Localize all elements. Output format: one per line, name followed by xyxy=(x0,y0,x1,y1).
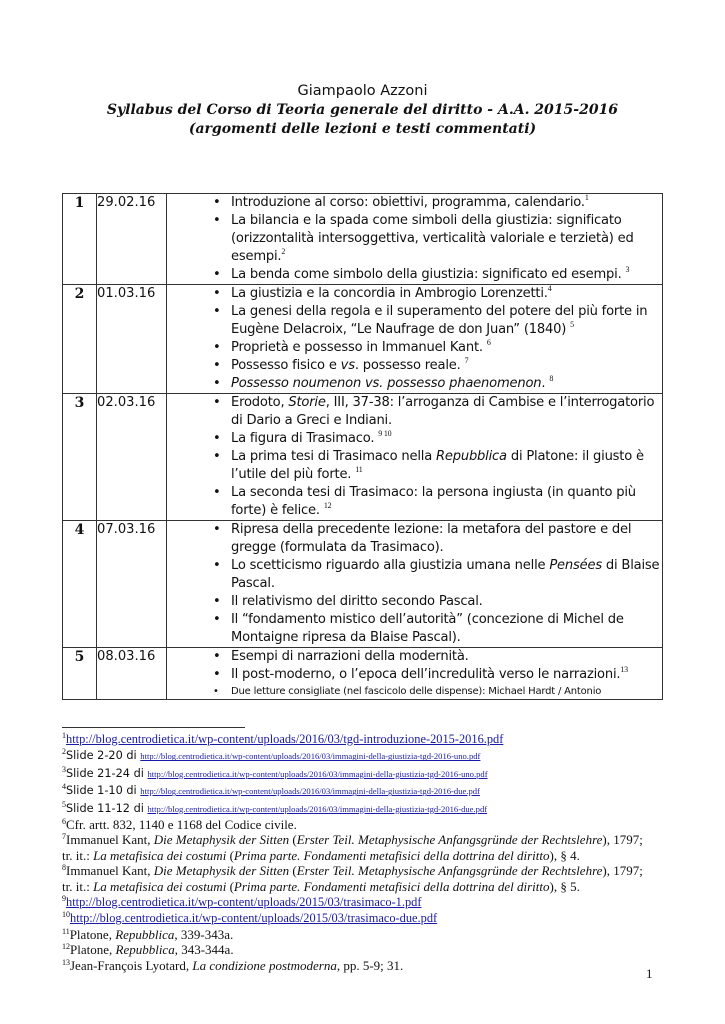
topic-text: La figura di Trasimaco. xyxy=(231,431,379,446)
topic-item xyxy=(167,212,662,266)
topic-item xyxy=(167,484,662,520)
lesson-number: 2 xyxy=(63,285,97,394)
footnote-reference: 7 xyxy=(464,356,469,365)
page-number: 1 xyxy=(646,966,653,981)
lesson-row xyxy=(63,521,663,648)
topic-item xyxy=(167,339,662,357)
topic-text: La giustizia e la concordia in Ambrogio Lorenzetti. xyxy=(231,286,548,301)
footnote-link[interactable]: http://blog.centrodietica.it/wp-content/uploads/2016/03/immagini-della-giustizia-tgd-2016-due.pdf xyxy=(140,786,480,797)
footnote-4: $^4$Slide 1-10 di http://blog.centrodietica.it/wp-content/uploads/2016/03/immagini-della-giustizia-tgd-2016-due.pdf xyxy=(62,782,480,798)
footnote-reference: 8 xyxy=(549,374,554,383)
topic-list xyxy=(167,648,662,699)
topic-item xyxy=(167,521,662,557)
lesson-date: 29.02.16 xyxy=(97,194,167,285)
topic-emphasis: Pensées xyxy=(549,558,602,573)
footnote-reference: 5 xyxy=(570,320,574,329)
topic-item xyxy=(167,375,662,393)
footnote-reference: 6 xyxy=(486,338,491,347)
lesson-topics xyxy=(167,648,663,700)
footnote-7-line-2: tr. it.: La metafisica dei costumi (Prima parte. Fondamenti metafisici della dottrina del diritto), § 4. xyxy=(62,847,580,863)
topic-text: La bilancia e la spada come simboli della giustizia: significato (orizzontalità intersoggettiva, verticalità valoriale e terzietà) ed esempi. xyxy=(231,213,634,264)
topic-text: . possesso reale. xyxy=(354,358,465,373)
topic-item xyxy=(167,648,662,666)
topic-text: Il post-moderno, o l’epoca dell’incredulità verso le narrazioni. xyxy=(231,667,621,682)
syllabus-table-body xyxy=(63,194,663,700)
topic-text: , III, 37-38: l’arroganza di Cambise e l’interrogatorio di Dario a Greci e Indiani. xyxy=(231,395,655,428)
lesson-date: 02.03.16 xyxy=(97,394,167,521)
topic-text: Due letture consigliate (nel fascicolo delle dispense): Michael Hardt / Antonio xyxy=(231,686,602,697)
lesson-topics xyxy=(167,394,663,521)
lesson-row xyxy=(63,194,663,285)
topic-item xyxy=(167,684,662,699)
lesson-row xyxy=(63,285,663,394)
footnote-2: $^2$Slide 2-20 di http://blog.centrodietica.it/wp-content/uploads/2016/03/immagini-della-giustizia-tgd-2016-uno.pdf xyxy=(62,747,481,763)
footnote-reference: 4 xyxy=(547,284,552,293)
lesson-date: 08.03.16 xyxy=(97,648,167,700)
footnote-3: $^3$Slide 21-24 di http://blog.centrodietica.it/wp-content/uploads/2016/03/immagini-della-giustizia-tgd-2016-uno.pdf xyxy=(62,764,488,780)
footnote-link[interactable]: http://blog.centrodietica.it/wp-content/uploads/2016/03/immagini-della-giustizia-tgd-2016-due.pdf xyxy=(147,803,488,814)
topic-item xyxy=(167,666,662,684)
topic-text: Esempi di narrazioni della modernità. xyxy=(231,649,469,664)
topic-text: La seconda tesi di Trasimaco: la persona ingiusta (in quanto più forte) è felice. xyxy=(231,485,636,518)
syllabus-table xyxy=(62,193,663,700)
topic-text: Possesso fisico e xyxy=(231,358,341,373)
footnote-reference: 11 xyxy=(355,465,363,474)
lesson-row xyxy=(63,648,663,700)
topic-text: Lo scetticismo riguardo alla giustizia umana nelle xyxy=(231,558,550,573)
topic-emphasis: Possesso noumenon vs. possesso phaenomenon xyxy=(231,376,542,391)
footnote-reference: 13 xyxy=(620,665,628,674)
footnote-link[interactable]: http://blog.centrodietica.it/wp-content/uploads/2016/03/immagini-della-giustizia-tgd-2016-uno.pdf xyxy=(147,768,488,779)
lesson-date: 07.03.16 xyxy=(97,521,167,648)
topic-list xyxy=(167,394,662,520)
footnote-reference: 2 xyxy=(281,247,286,256)
topic-list xyxy=(167,194,662,284)
footnote-reference: 9 10 xyxy=(378,429,392,438)
topic-text: . xyxy=(541,376,550,391)
footnote-reference: 1 xyxy=(584,193,589,202)
topic-list xyxy=(167,285,662,393)
author-name: Giampaolo Azzoni xyxy=(297,83,428,99)
lesson-number: 5 xyxy=(63,648,97,700)
topic-text: La prima tesi di Trasimaco nella xyxy=(231,449,436,464)
topic-item xyxy=(167,303,662,339)
topic-text: Erodoto, xyxy=(231,395,289,410)
footnote-6: $^6$Cfr. artt. 832, 1140 e 1168 del Codice civile. xyxy=(62,817,297,833)
footnote-13: $^{13}$Jean-François Lyotard, La condizione postmoderna, pp. 5-9; 31. xyxy=(62,957,404,973)
footnote-link[interactable]: http://blog.centrodietica.it/wp-content/uploads/2015/03/trasimaco-1.pdf xyxy=(66,895,422,910)
topic-item xyxy=(167,266,662,284)
footnote-reference: 3 xyxy=(625,265,630,274)
topic-item xyxy=(167,430,662,448)
topic-emphasis: Storie xyxy=(288,395,326,410)
topic-text: Il “fondamento mistico dell’autorità” (concezione di Michel de Montaigne ripresa da Blaise Pascal). xyxy=(231,612,624,645)
topic-text: Introduzione al corso: obiettivi, programma, calendario. xyxy=(231,195,585,210)
topic-item xyxy=(167,394,662,430)
topic-item xyxy=(167,593,662,611)
footnote-link[interactable]: http://blog.centrodietica.it/wp-content/uploads/2016/03/immagini-della-giustizia-tgd-2016-uno.pdf xyxy=(140,751,481,762)
footnote-separator xyxy=(62,727,245,728)
topic-text: La genesi della regola e il superamento del potere del più forte in Eugène Delacroix, “Le Naufrage de don Juan” (1840) xyxy=(231,304,648,337)
topic-item xyxy=(167,285,662,303)
topic-emphasis: Repubblica xyxy=(435,449,507,464)
topic-text: La benda come simbolo della giustizia: significato ed esempi. xyxy=(231,267,626,282)
footnote-5: $^5$Slide 11-12 di http://blog.centrodietica.it/wp-content/uploads/2016/03/immagini-della-giustizia-tgd-2016-due.pdf xyxy=(62,799,488,815)
topic-text: Il relativismo del diritto secondo Pascal. xyxy=(231,594,483,609)
footnotes xyxy=(62,731,672,973)
lesson-row xyxy=(63,394,663,521)
footnote-8: $^8$Immanuel Kant, Die Metaphysik der Sitten (Erster Teil. Metaphysische Anfangsgründe der Rechtslehre), 1797; xyxy=(62,863,643,879)
footnote-link[interactable]: http://blog.centrodietica.it/wp-content/uploads/2015/03/trasimaco-due.pdf xyxy=(70,911,438,926)
document-subtitle: (argomenti delle lezioni e testi commentati) xyxy=(188,121,537,137)
topic-item xyxy=(167,557,662,593)
footnote-reference: 12 xyxy=(323,501,332,510)
topic-item xyxy=(167,194,662,212)
topic-list xyxy=(167,521,662,647)
footnote-10: $^{10}$http://blog.centrodietica.it/wp-content/uploads/2015/03/trasimaco-due.pdf xyxy=(62,910,438,926)
footnote-11: $^{11}$Platone, Repubblica, 339-343a. xyxy=(62,926,234,942)
topic-item xyxy=(167,611,662,647)
document-header xyxy=(0,82,725,139)
footnote-9: $^9$http://blog.centrodietica.it/wp-content/uploads/2015/03/trasimaco-1.pdf xyxy=(62,894,422,910)
document-title: Syllabus del Corso di Teoria generale del diritto - A.A. 2015-2016 xyxy=(106,102,619,118)
topic-text: di Platone: il giusto è l’utile del più forte. xyxy=(231,449,644,482)
lesson-number: 3 xyxy=(63,394,97,521)
lesson-number: 4 xyxy=(63,521,97,648)
lesson-topics xyxy=(167,194,663,285)
lesson-number: 1 xyxy=(63,194,97,285)
topic-emphasis: vs xyxy=(340,358,355,373)
topic-text: Proprietà e possesso in Immanuel Kant. xyxy=(231,340,487,355)
topic-text: di Blaise Pascal. xyxy=(231,558,660,591)
lesson-topics xyxy=(167,285,663,394)
footnote-7: $^7$Immanuel Kant, Die Metaphysik der Sitten (Erster Teil. Metaphysische Anfangsgründe der Rechtslehre), 1797; xyxy=(62,832,643,848)
footnote-8-line-2: tr. it.: La metafisica dei costumi (Prima parte. Fondamenti metafisici della dottrina del diritto), § 5. xyxy=(62,878,580,894)
topic-item xyxy=(167,448,662,484)
lesson-topics xyxy=(167,521,663,648)
footnote-1: $^1$http://blog.centrodietica.it/wp-content/uploads/2016/03/tgd-introduzione-2015-2016.pdf xyxy=(62,731,504,746)
footnote-link[interactable]: http://blog.centrodietica.it/wp-content/uploads/2016/03/tgd-introduzione-2015-2016.pdf xyxy=(66,732,504,746)
footnote-12: $^{12}$Platone, Repubblica, 343-344a. xyxy=(62,942,234,958)
topic-text: Ripresa della precedente lezione: la metafora del pastore e del gregge (formulata da Trasimaco). xyxy=(231,522,632,555)
lesson-date: 01.03.16 xyxy=(97,285,167,394)
topic-item xyxy=(167,357,662,375)
